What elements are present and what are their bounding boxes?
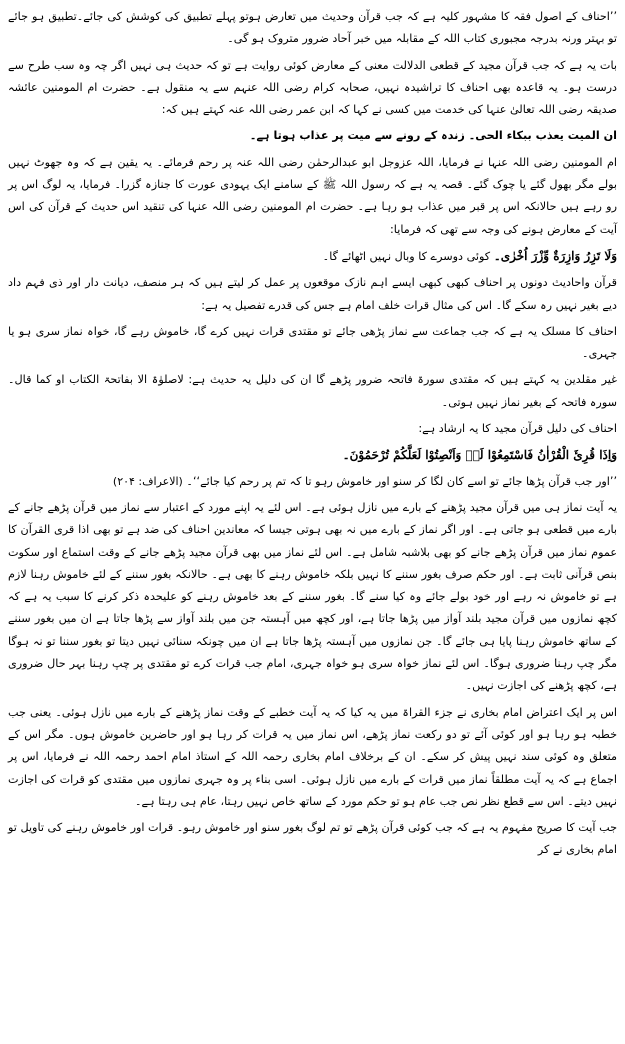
ayah-arabic: وَلَا تَزِرُ وَازِرَةٌ وِّزْرَ اُخْرٰی۔ [493,248,617,263]
ayah-wa-idha-quria: وَاِذَا قُرِیَٔ الْقُرْاٰنُ فَاسْتَمِعُوْا لَہٗ وَاَنْصِتُوْا لَعَلَّکُمْ تُرْحَمُوْنَ۔ [342,448,617,463]
paragraph-hanafi-maslak: احناف کا مسلک یہ ہے کہ جب جماعت سے نماز پڑھی جائے تو مقتدی قرات نہیں کرے گا، خاموش رہے گا، خواہ نماز سری ہو یا جہری۔ [8,324,617,361]
paragraph-bukhari-objection: اس پر ایک اعتراض امام بخاری نے جزء القراۃ میں یہ کیا کہ یہ آیت خطبے کے وقت نماز پڑھنے کے بارے میں نازل ہوئی۔ یعنی جب خطبہ ہو رہا ہو اور کوئی آئے تو دو رکعت نماز پڑھے، اس نماز میں یہ قرات کر رہا ہو اور حاضرین خاموش ہوں۔ مگر اس کے متعلق وہ کوئی سند نہیں پیش کر سکے۔ ان کے برخلاف امام بخاری رحمہ اللہ کے استاذ امام احمد رحمہ اللہ نے فرمایا، اس پر اجماع ہے کہ یہ آیت مطلقاً نماز میں قرات کے بارے میں نازل ہوئی۔ اسی بناء پر وہ جہری نمازوں میں مقتدی کو قرات کی اجازت نہیں دیتے۔ اس سے قطع نظر نص جب عام ہو تو حکم مورد کے ساتھ خاص نہیں رہتا، عام ہی رہتا ہے۔ [8,705,617,808]
paragraph-ghair-muqallid: غیر مقلدین یہ کہتے ہیں کہ مقتدی سورۃ فاتحہ ضرور پڑھے گا ان کی دلیل یہ حدیث ہے: لاصلوٰۃ الا بفاتحۃ الکتاب او کما قال۔ سورہ فاتحہ کے بغیر نماز نہیں ہوتی۔ [8,373,617,409]
paragraph-qirat-intro: قرآن واحادیث دونوں پر احناف کبھی کبھی ایسے اہم نازک موقعوں پر عمل کر لیتے ہیں کہ ہر منصف، دیانت دار اور ذی فہم داد دیے بغیر نہیں رہ سکے گا۔ اس کی مثال قرات خلف امام ہے جس کی قدرے تفصیل یہ ہے: [8,276,617,312]
paragraph-aisha-response: ام المومنین رضی اللہ عنہا نے فرمایا، اللہ عزوجل ابو عبدالرحمٰن رضی اللہ عنہ پر رحم فرمائے۔ یہ یقین ہے کہ وہ جھوٹ نہیں بولے مگر بھول گئے یا چوک گئے۔ قصہ یہ ہے کہ رسول اللہ ﷺ کے سامنے ایک یہودی عورت کا جنازہ گزرا۔ فرمایا، یہ لوگ اس پر رو رہے ہیں حالانکہ اس پر قبر میں عذاب ہو رہا ہے۔ حضرت ام المومنین رضی اللہ عنہا کی تنقید اس حدیث کے قرآن کی اس آیت کے معارض ہونے کی وجہ سے تھی کہ فرمایا: [8,155,617,236]
paragraph-hanafi-dalil: احناف کی دلیل قرآن مجید کا یہ ارشاد ہے: [418,422,617,436]
paragraph-qaida: بات یہ ہے کہ جب قرآن مجید کے قطعی الدلالت معنی کے معارض کوئی روایت ہے تو کہ حدیث ہی نہیں اگر چہ وہ سب طرح سے درست ہو۔ یہ قاعدہ بھی احناف کا تراشیدہ نہیں، صحابہ کرام رضی اللہ عنہم سے یہ منقول ہے۔ حضرت ام المومنین عائشہ صدیقہ رضی اللہ تعالیٰ عنہا کی خدمت میں کسی نے کہا کہ ابن عمر رضی اللہ عنہ کہتے ہیں کہ: [8,58,617,117]
surah-reference: (الاعراف: ۲۰۴) [112,474,183,488]
paragraph-ayah-la-taziru [8,245,617,268]
paragraph-ayah-translation [8,471,617,493]
paragraph-ayah-explanation: یہ آیت نماز ہی میں قرآن مجید پڑھنے کے بارے میں نازل ہوئی ہے۔ اس لئے یہ اپنے مورد کے اعتبار سے نماز میں قرآن پڑھے جانے کے بارے میں قطعی ہو جاتی ہے۔ اور اگر نماز کے بارے میں نہ بھی ہوتی جیسا کہ معاندین احناف کی ضد ہے تو بھی اذا قری القرآن کا عموم نماز میں قرآن پڑھے جانے کو بھی بلاشبہ شامل ہے۔ اس لئے نماز میں بھی قرآن مجید پڑھے جانے کے وقت استماع اور سکوت بنص قرآنی ثابت ہے۔ اور حکم صرف بغور سننے کا نہیں بلکہ خاموش رہنے کا بھی ہے۔ حالانکہ بغور سننے کے لئے خاموش رہنا لازم ہے تو خاموش نہ رہے اور خود بولے جائے وہ کیا سنے گا۔ بغور سننے کے بعد خاموش رہنے کو علیحدہ ذکر کرنے کا سبب یہ ہے کہ کچھ نمازوں میں قرآن مجید بلند آواز میں پڑھا جاتا ہے، اور کچھ میں آہستہ جن میں بلند آواز سے پڑھا جاتا ہے ان میں بغور سننے کے ساتھ خاموش رہنا پایا ہی جائے گا۔ جن نمازوں میں آہستہ پڑھا جاتا ہے ان میں چونکہ سنائی نہیں دیتا تو بغور سننا تو نہ ہوگا مگر چپ رہنا ضروری ہوگا۔ اس لئے نماز خواہ سری ہو خواہ جہری، امام جب قرات کرے تو مقتدی پر چپ رہنا بہر حال ضروری ہے، کچھ پڑھنے کی اجازت نہیں۔ [8,500,617,693]
paragraph-hanafi-principle: ’’احناف کے اصول فقہ کا مشہور کلیہ ہے کہ جب قرآن وحدیث میں تعارض ہوتو پہلے تطبیق کی کوشش کی جائے۔تطبیق ہو جائے تو بہتر ورنہ بدرجہ مجبوری کتاب اللہ کے مقابلہ میں خبر آحاد ضرور متروک ہو گی۔ [8,10,617,46]
ayah-translation: کوئی دوسرے کا وبال نہیں اٹھائے گا۔ [322,249,491,263]
paragraph-conclusion: جب آیت کا صریح مفہوم یہ ہے کہ جب کوئی قرآن پڑھے تو تم لوگ بغور سنو اور خاموش رہو۔ قرات اور خاموش رہنے کی تاویل تو امام بخاری نے کر [8,821,617,857]
paragraph-hadith-quote: ان المیت یعذب ببکاء الحی۔ زندہ کے رونے سے میت پر عذاب ہوتا ہے۔ [249,129,617,143]
translation-text: ’’اور جب قرآن پڑھا جائے تو اسے کان لگا کر سنو اور خاموش رہو تا کہ تم پر رحم کیا جائے‘‘۔ [186,474,617,488]
